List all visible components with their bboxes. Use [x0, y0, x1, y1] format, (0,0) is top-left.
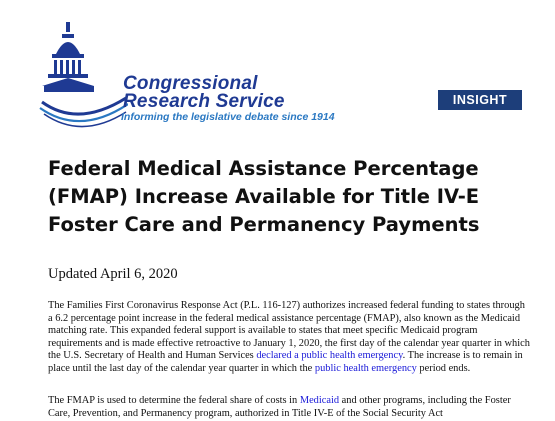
paragraph-2-text-a: The FMAP is used to determine the federal share of costs in: [48, 395, 300, 406]
org-tagline: Informing the legislative debate since 1914: [121, 111, 335, 123]
updated-date: Updated April 6, 2020: [48, 266, 178, 282]
paragraph-2-text-b: and other programs, including the Foster Care, Prevention, and Permanency program, authorized in Title IV-E of the Social Security Act: [48, 395, 511, 419]
org-name-line2: Research Service: [123, 91, 285, 112]
paragraph-1-text-b: . The increase is to remain in place until the last day of the calendar year quarter in which the: [48, 350, 523, 374]
paragraph-1-text-a: The Families First Coronavirus Response Act (P.L. 116-127) authorizes increased federal funding to states through a 6.2 percentage point increase in the federal medical assistance percentage (FMAP), also known as the Medicaid matching rate. This expanded federal support is available to states that meet specific Medicaid program requirements and is made effective retroactive to January 1, 2020, the first day of the calendar year quarter in which the U.S. Secretary of Health and Human Services: [48, 300, 530, 362]
document-title: Federal Medical Assistance Percentage (FMAP) Increase Available for Title IV-E Foster Care and Permanency Payments: [48, 157, 480, 236]
link-medicaid[interactable]: Medicaid: [299, 395, 340, 406]
paragraph-1-text-c: period ends.: [416, 362, 471, 374]
org-name-line1: Congressional: [123, 73, 258, 94]
insight-badge: INSIGHT: [438, 90, 522, 110]
link-public-health-emergency[interactable]: public health emergency: [314, 362, 417, 374]
link-public-health-emergency-declaration[interactable]: declared a public health emergency: [256, 350, 403, 362]
document-header: [0, 0, 555, 140]
capitol-dome-icon: [38, 20, 128, 130]
paragraph-2: [48, 395, 530, 420]
paragraph-1: [48, 300, 530, 376]
